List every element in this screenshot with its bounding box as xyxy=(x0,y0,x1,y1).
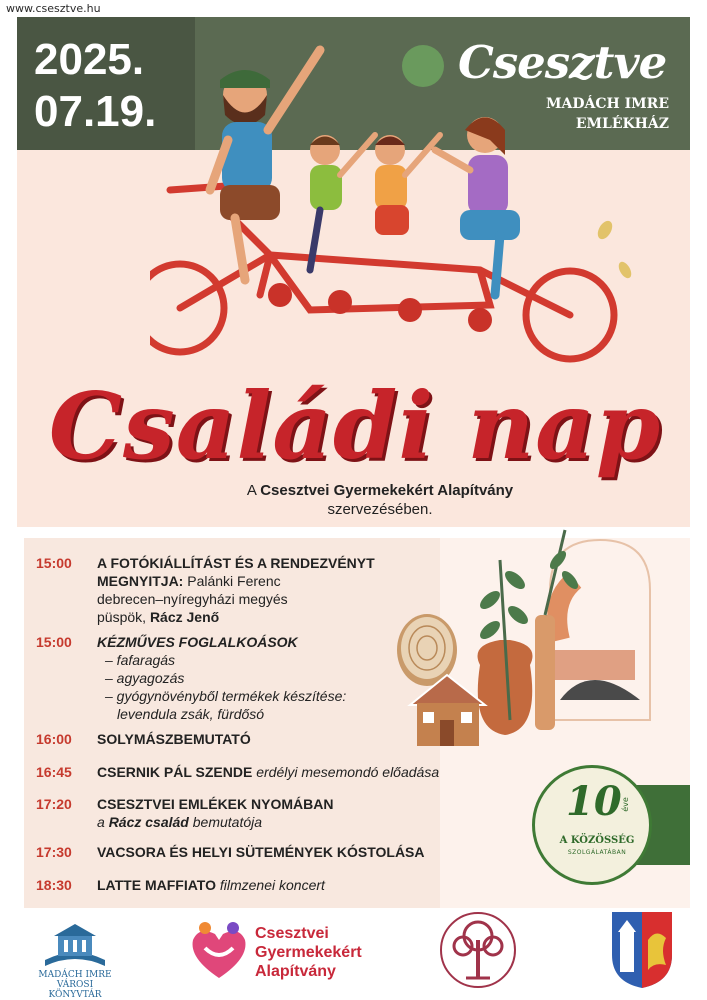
organizer xyxy=(170,481,590,519)
program-time: 18:30 xyxy=(36,877,72,893)
foundation-line3: Alapítvány xyxy=(255,963,336,980)
program-detail: erdélyi mesemondó előadása xyxy=(256,764,440,780)
program-detail: a xyxy=(97,814,109,830)
tandem-bicycle-family-illustration xyxy=(150,40,650,370)
program-detail-end: bemutatója xyxy=(188,814,263,830)
program-text xyxy=(97,876,517,894)
program-time: 15:00 xyxy=(36,555,72,571)
program-text xyxy=(97,795,437,831)
program-title: VACSORA ÉS HELYI SÜTEMÉNYEK KÓSTOLÁSA xyxy=(97,844,425,860)
foundation-name xyxy=(255,924,362,981)
brand-title: Csesztve xyxy=(458,36,667,89)
library-line2: VÁROSI KÖNYVTÁR xyxy=(48,980,102,1000)
program-time: 17:30 xyxy=(36,844,72,860)
coat-of-arms-logo xyxy=(610,910,674,990)
watermark: www.csesztve.hu xyxy=(6,2,101,15)
program-detail: Palánki Ferenc xyxy=(187,573,281,589)
program-title: A FOTÓKIÁLLÍTÁST ÉS A RENDEZVÉNYT MEGNYITJA: xyxy=(97,555,375,589)
foundation-line2: Gyermekekért xyxy=(255,944,362,961)
badge-number: 10 xyxy=(566,778,622,825)
library-line1: MADÁCH IMRE xyxy=(38,970,112,980)
program-family: Rácz család xyxy=(108,814,189,830)
program-detail-line2: debrecen–nyíregyházi megyés xyxy=(97,591,288,607)
program-detail-line3: püspök, xyxy=(97,609,150,625)
program-list-item: – gyógynövényből termékek készítése: xyxy=(105,688,347,704)
program-list-item: levendula zsák, fürdősó xyxy=(117,706,265,722)
organizer-name: Csesztvei Gyermekekért Alapítvány xyxy=(260,482,514,499)
program-title: LATTE MAFFIATO xyxy=(97,877,216,893)
program-text xyxy=(97,633,437,723)
program-text xyxy=(97,763,537,781)
heart-foundation-logo xyxy=(185,918,253,984)
badge-small: éve xyxy=(620,797,630,812)
date-day: 07.19. xyxy=(34,87,157,136)
library-logo xyxy=(40,920,110,970)
foundation-line1: Csesztvei xyxy=(255,925,329,942)
date-year: 2025. xyxy=(34,35,145,84)
library-name xyxy=(30,970,120,1000)
program-time: 16:45 xyxy=(36,764,72,780)
program-list-item: – fafaragás xyxy=(105,652,176,668)
program-title: CSERNIK PÁL SZENDE xyxy=(97,764,253,780)
tree-emblem-logo xyxy=(438,910,518,990)
event-date xyxy=(34,34,156,138)
program-title: KÉZMŰVES FOGLALKOÁSOK xyxy=(97,634,298,650)
program-time: 17:20 xyxy=(36,796,72,812)
venue-line1: MADÁCH IMRE xyxy=(546,96,669,112)
program-detail: filmzenei koncert xyxy=(219,877,325,893)
program-title: SOLYMÁSZBEMUTATÓ xyxy=(97,731,251,747)
event-title: Családi nap xyxy=(48,372,662,480)
program-person: Rácz Jenő xyxy=(149,609,220,625)
program-text xyxy=(97,843,517,861)
program-text xyxy=(97,730,437,748)
program-list-item: – agyagozás xyxy=(105,670,185,686)
program-text xyxy=(97,554,437,626)
organizer-prefix: A xyxy=(246,482,261,499)
program-time: 15:00 xyxy=(36,634,72,650)
badge-text: A KÖZÖSSÉG xyxy=(559,835,635,846)
badge-subtext: SZOLGÁLATÁBAN xyxy=(567,849,627,856)
organizer-suffix: szervezésében. xyxy=(327,501,433,518)
program-title: CSESZTVEI EMLÉKEK NYOMÁBAN xyxy=(97,796,334,812)
venue-line2: EMLÉKHÁZ xyxy=(575,116,669,132)
program-time: 16:00 xyxy=(36,731,72,747)
